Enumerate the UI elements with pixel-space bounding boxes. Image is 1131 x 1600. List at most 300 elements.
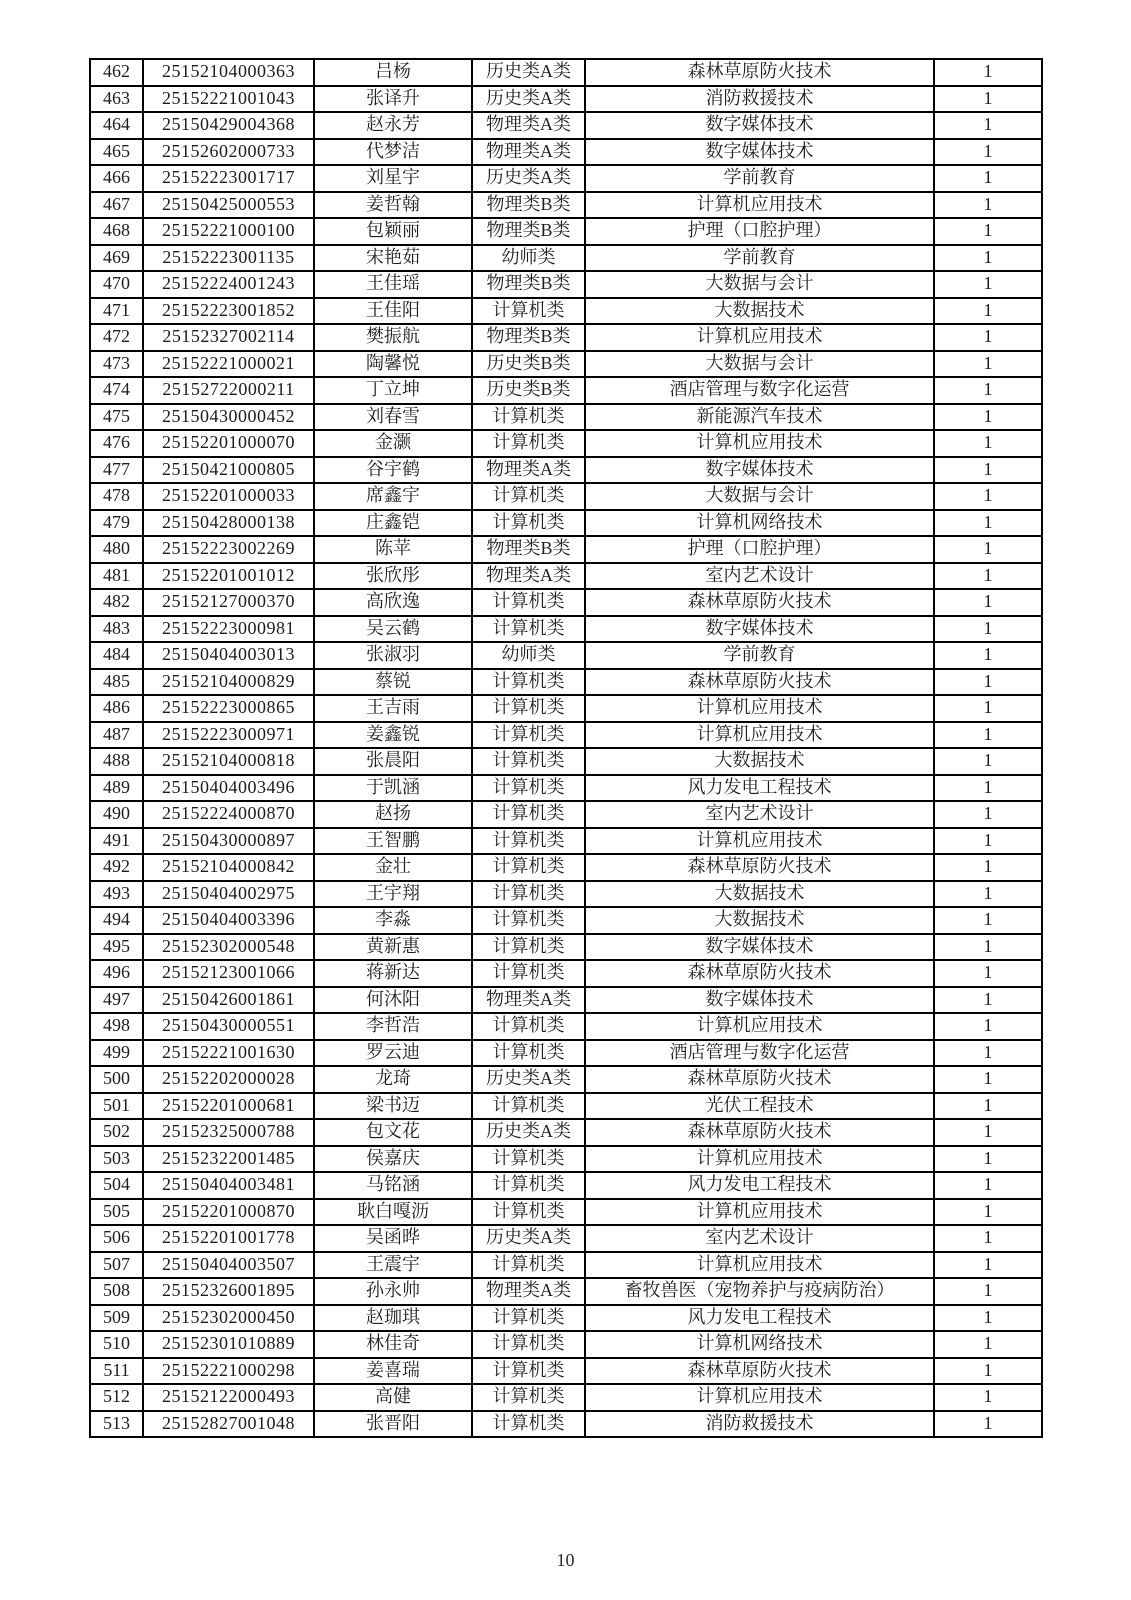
major-cell: 室内艺术设计 <box>585 801 934 828</box>
table-row <box>90 775 1042 802</box>
candidate-id-cell: 25150404002975 <box>143 881 314 908</box>
candidate-id-cell: 25150429004368 <box>143 112 314 139</box>
student-name-cell: 王智鹏 <box>314 828 472 855</box>
row-number-cell: 466 <box>90 165 143 192</box>
category-cell: 物理类A类 <box>472 563 585 590</box>
row-number-cell: 491 <box>90 828 143 855</box>
student-name-cell: 张晋阳 <box>314 1411 472 1438</box>
student-name-cell: 张晨阳 <box>314 748 472 775</box>
candidate-id-cell: 25152223000971 <box>143 722 314 749</box>
major-cell: 光伏工程技术 <box>585 1093 934 1120</box>
table-row <box>90 1013 1042 1040</box>
row-number-cell: 490 <box>90 801 143 828</box>
category-cell: 计算机类 <box>472 404 585 431</box>
category-cell: 计算机类 <box>472 828 585 855</box>
table-row <box>90 960 1042 987</box>
category-cell: 计算机类 <box>472 616 585 643</box>
count-cell: 1 <box>934 1358 1042 1385</box>
row-number-cell: 487 <box>90 722 143 749</box>
student-name-cell: 李淼 <box>314 907 472 934</box>
candidate-id-cell: 25150404003396 <box>143 907 314 934</box>
student-name-cell: 耿白嘎沥 <box>314 1199 472 1226</box>
table-row <box>90 934 1042 961</box>
category-cell: 历史类A类 <box>472 1066 585 1093</box>
student-name-cell: 赵珈琪 <box>314 1305 472 1332</box>
category-cell: 历史类A类 <box>472 1119 585 1146</box>
count-cell: 1 <box>934 722 1042 749</box>
category-cell: 计算机类 <box>472 907 585 934</box>
row-number-cell: 507 <box>90 1252 143 1279</box>
count-cell: 1 <box>934 907 1042 934</box>
student-roster-table-body <box>90 59 1042 1437</box>
table-row <box>90 377 1042 404</box>
count-cell: 1 <box>934 1013 1042 1040</box>
candidate-id-cell: 25152223002269 <box>143 536 314 563</box>
student-name-cell: 黄新惠 <box>314 934 472 961</box>
row-number-cell: 496 <box>90 960 143 987</box>
major-cell: 大数据与会计 <box>585 483 934 510</box>
count-cell: 1 <box>934 457 1042 484</box>
candidate-id-cell: 25150430000452 <box>143 404 314 431</box>
major-cell: 学前教育 <box>585 642 934 669</box>
row-number-cell: 502 <box>90 1119 143 1146</box>
category-cell: 计算机类 <box>472 775 585 802</box>
major-cell: 数字媒体技术 <box>585 457 934 484</box>
candidate-id-cell: 25152201000033 <box>143 483 314 510</box>
count-cell: 1 <box>934 1225 1042 1252</box>
category-cell: 历史类B类 <box>472 377 585 404</box>
count-cell: 1 <box>934 960 1042 987</box>
category-cell: 计算机类 <box>472 1013 585 1040</box>
row-number-cell: 485 <box>90 669 143 696</box>
student-name-cell: 张淑羽 <box>314 642 472 669</box>
major-cell: 森林草原防火技术 <box>585 589 934 616</box>
candidate-id-cell: 25152827001048 <box>143 1411 314 1438</box>
count-cell: 1 <box>934 642 1042 669</box>
candidate-id-cell: 25152201001778 <box>143 1225 314 1252</box>
student-name-cell: 刘春雪 <box>314 404 472 431</box>
table-row <box>90 828 1042 855</box>
row-number-cell: 499 <box>90 1040 143 1067</box>
count-cell: 1 <box>934 1278 1042 1305</box>
count-cell: 1 <box>934 430 1042 457</box>
count-cell: 1 <box>934 377 1042 404</box>
table-row <box>90 695 1042 722</box>
student-name-cell: 孙永帅 <box>314 1278 472 1305</box>
student-name-cell: 龙琦 <box>314 1066 472 1093</box>
count-cell: 1 <box>934 801 1042 828</box>
major-cell: 森林草原防火技术 <box>585 59 934 86</box>
count-cell: 1 <box>934 165 1042 192</box>
table-row <box>90 298 1042 325</box>
candidate-id-cell: 25150430000897 <box>143 828 314 855</box>
candidate-id-cell: 25152302000450 <box>143 1305 314 1332</box>
major-cell: 大数据技术 <box>585 298 934 325</box>
table-row <box>90 351 1042 378</box>
major-cell: 酒店管理与数字化运营 <box>585 1040 934 1067</box>
row-number-cell: 465 <box>90 139 143 166</box>
major-cell: 学前教育 <box>585 165 934 192</box>
category-cell: 历史类B类 <box>472 351 585 378</box>
count-cell: 1 <box>934 218 1042 245</box>
row-number-cell: 513 <box>90 1411 143 1438</box>
student-name-cell: 马铭涵 <box>314 1172 472 1199</box>
student-name-cell: 何沐阳 <box>314 987 472 1014</box>
category-cell: 计算机类 <box>472 1146 585 1173</box>
table-row <box>90 748 1042 775</box>
major-cell: 计算机应用技术 <box>585 828 934 855</box>
category-cell: 计算机类 <box>472 1040 585 1067</box>
count-cell: 1 <box>934 139 1042 166</box>
major-cell: 计算机应用技术 <box>585 1199 934 1226</box>
student-name-cell: 王佳瑶 <box>314 271 472 298</box>
candidate-id-cell: 25152123001066 <box>143 960 314 987</box>
row-number-cell: 476 <box>90 430 143 457</box>
student-name-cell: 李哲浩 <box>314 1013 472 1040</box>
student-name-cell: 丁立坤 <box>314 377 472 404</box>
row-number-cell: 469 <box>90 245 143 272</box>
row-number-cell: 501 <box>90 1093 143 1120</box>
row-number-cell: 512 <box>90 1384 143 1411</box>
table-row <box>90 1172 1042 1199</box>
count-cell: 1 <box>934 1093 1042 1120</box>
candidate-id-cell: 25152221001630 <box>143 1040 314 1067</box>
row-number-cell: 470 <box>90 271 143 298</box>
student-name-cell: 包颖丽 <box>314 218 472 245</box>
student-name-cell: 蒋新达 <box>314 960 472 987</box>
page-number: 10 <box>556 1550 575 1570</box>
candidate-id-cell: 25152201000070 <box>143 430 314 457</box>
row-number-cell: 483 <box>90 616 143 643</box>
count-cell: 1 <box>934 775 1042 802</box>
candidate-id-cell: 25150404003481 <box>143 1172 314 1199</box>
major-cell: 大数据与会计 <box>585 271 934 298</box>
count-cell: 1 <box>934 1040 1042 1067</box>
table-row <box>90 669 1042 696</box>
table-row <box>90 536 1042 563</box>
candidate-id-cell: 25152122000493 <box>143 1384 314 1411</box>
candidate-id-cell: 25150425000553 <box>143 192 314 219</box>
table-row <box>90 165 1042 192</box>
row-number-cell: 481 <box>90 563 143 590</box>
major-cell: 计算机应用技术 <box>585 192 934 219</box>
student-name-cell: 侯嘉庆 <box>314 1146 472 1173</box>
candidate-id-cell: 25152201000681 <box>143 1093 314 1120</box>
row-number-cell: 480 <box>90 536 143 563</box>
table-row <box>90 1358 1042 1385</box>
major-cell: 数字媒体技术 <box>585 934 934 961</box>
category-cell: 幼师类 <box>472 642 585 669</box>
candidate-id-cell: 25150404003496 <box>143 775 314 802</box>
candidate-id-cell: 25152221000298 <box>143 1358 314 1385</box>
major-cell: 畜牧兽医（宠物养护与疫病防治） <box>585 1278 934 1305</box>
candidate-id-cell: 25150428000138 <box>143 510 314 537</box>
count-cell: 1 <box>934 616 1042 643</box>
candidate-id-cell: 25152224000870 <box>143 801 314 828</box>
category-cell: 计算机类 <box>472 298 585 325</box>
table-row <box>90 1093 1042 1120</box>
table-row <box>90 245 1042 272</box>
row-number-cell: 468 <box>90 218 143 245</box>
major-cell: 森林草原防火技术 <box>585 854 934 881</box>
student-name-cell: 吴函晔 <box>314 1225 472 1252</box>
category-cell: 计算机类 <box>472 1199 585 1226</box>
count-cell: 1 <box>934 298 1042 325</box>
row-number-cell: 494 <box>90 907 143 934</box>
count-cell: 1 <box>934 510 1042 537</box>
student-name-cell: 王震宇 <box>314 1252 472 1279</box>
student-name-cell: 林佳奇 <box>314 1331 472 1358</box>
category-cell: 物理类A类 <box>472 457 585 484</box>
row-number-cell: 484 <box>90 642 143 669</box>
row-number-cell: 477 <box>90 457 143 484</box>
table-row <box>90 457 1042 484</box>
student-name-cell: 樊振航 <box>314 324 472 351</box>
category-cell: 物理类B类 <box>472 218 585 245</box>
candidate-id-cell: 25152201001012 <box>143 563 314 590</box>
student-name-cell: 姜哲翰 <box>314 192 472 219</box>
count-cell: 1 <box>934 669 1042 696</box>
count-cell: 1 <box>934 854 1042 881</box>
row-number-cell: 463 <box>90 86 143 113</box>
major-cell: 数字媒体技术 <box>585 139 934 166</box>
count-cell: 1 <box>934 695 1042 722</box>
category-cell: 计算机类 <box>472 801 585 828</box>
major-cell: 大数据技术 <box>585 907 934 934</box>
category-cell: 历史类A类 <box>472 1225 585 1252</box>
candidate-id-cell: 25152127000370 <box>143 589 314 616</box>
table-row <box>90 139 1042 166</box>
major-cell: 计算机应用技术 <box>585 1146 934 1173</box>
table-row <box>90 510 1042 537</box>
candidate-id-cell: 25152722000211 <box>143 377 314 404</box>
category-cell: 计算机类 <box>472 1358 585 1385</box>
category-cell: 历史类A类 <box>472 59 585 86</box>
student-name-cell: 陶馨悦 <box>314 351 472 378</box>
row-number-cell: 498 <box>90 1013 143 1040</box>
row-number-cell: 493 <box>90 881 143 908</box>
category-cell: 物理类B类 <box>472 536 585 563</box>
category-cell: 物理类A类 <box>472 1278 585 1305</box>
row-number-cell: 506 <box>90 1225 143 1252</box>
category-cell: 物理类A类 <box>472 987 585 1014</box>
count-cell: 1 <box>934 881 1042 908</box>
student-name-cell: 张欣彤 <box>314 563 472 590</box>
major-cell: 计算机应用技术 <box>585 324 934 351</box>
major-cell: 数字媒体技术 <box>585 987 934 1014</box>
major-cell: 计算机应用技术 <box>585 722 934 749</box>
category-cell: 计算机类 <box>472 1305 585 1332</box>
category-cell: 计算机类 <box>472 510 585 537</box>
major-cell: 森林草原防火技术 <box>585 1066 934 1093</box>
row-number-cell: 489 <box>90 775 143 802</box>
category-cell: 计算机类 <box>472 854 585 881</box>
table-row <box>90 59 1042 86</box>
student-name-cell: 金灏 <box>314 430 472 457</box>
candidate-id-cell: 25152325000788 <box>143 1119 314 1146</box>
major-cell: 计算机网络技术 <box>585 510 934 537</box>
category-cell: 计算机类 <box>472 934 585 961</box>
candidate-id-cell: 25152104000842 <box>143 854 314 881</box>
student-name-cell: 梁书迈 <box>314 1093 472 1120</box>
row-number-cell: 508 <box>90 1278 143 1305</box>
student-roster-table <box>89 58 1043 1438</box>
major-cell: 护理（口腔护理） <box>585 218 934 245</box>
category-cell: 计算机类 <box>472 748 585 775</box>
count-cell: 1 <box>934 1146 1042 1173</box>
count-cell: 1 <box>934 1119 1042 1146</box>
table-row <box>90 616 1042 643</box>
table-row <box>90 563 1042 590</box>
student-name-cell: 代梦洁 <box>314 139 472 166</box>
table-row <box>90 722 1042 749</box>
major-cell: 消防救援技术 <box>585 1411 934 1438</box>
table-row <box>90 907 1042 934</box>
major-cell: 大数据技术 <box>585 748 934 775</box>
count-cell: 1 <box>934 934 1042 961</box>
candidate-id-cell: 25152221001043 <box>143 86 314 113</box>
table-row <box>90 589 1042 616</box>
major-cell: 计算机应用技术 <box>585 1252 934 1279</box>
count-cell: 1 <box>934 324 1042 351</box>
candidate-id-cell: 25152223000865 <box>143 695 314 722</box>
table-row <box>90 404 1042 431</box>
candidate-id-cell: 25152202000028 <box>143 1066 314 1093</box>
student-name-cell: 包文花 <box>314 1119 472 1146</box>
row-number-cell: 471 <box>90 298 143 325</box>
table-row <box>90 1066 1042 1093</box>
major-cell: 大数据与会计 <box>585 351 934 378</box>
candidate-id-cell: 25152104000363 <box>143 59 314 86</box>
category-cell: 计算机类 <box>472 695 585 722</box>
major-cell: 护理（口腔护理） <box>585 536 934 563</box>
category-cell: 计算机类 <box>472 1172 585 1199</box>
category-cell: 物理类B类 <box>472 324 585 351</box>
count-cell: 1 <box>934 59 1042 86</box>
row-number-cell: 475 <box>90 404 143 431</box>
candidate-id-cell: 25152221000021 <box>143 351 314 378</box>
row-number-cell: 495 <box>90 934 143 961</box>
count-cell: 1 <box>934 536 1042 563</box>
count-cell: 1 <box>934 1172 1042 1199</box>
student-name-cell: 赵扬 <box>314 801 472 828</box>
count-cell: 1 <box>934 589 1042 616</box>
major-cell: 风力发电工程技术 <box>585 1172 934 1199</box>
table-row <box>90 1252 1042 1279</box>
student-name-cell: 宋艳茹 <box>314 245 472 272</box>
student-name-cell: 姜鑫锐 <box>314 722 472 749</box>
row-number-cell: 510 <box>90 1331 143 1358</box>
table-row <box>90 1305 1042 1332</box>
category-cell: 物理类B类 <box>472 192 585 219</box>
candidate-id-cell: 25152221000100 <box>143 218 314 245</box>
count-cell: 1 <box>934 1411 1042 1438</box>
row-number-cell: 479 <box>90 510 143 537</box>
category-cell: 计算机类 <box>472 669 585 696</box>
student-name-cell: 于凯涵 <box>314 775 472 802</box>
candidate-id-cell: 25150421000805 <box>143 457 314 484</box>
candidate-id-cell: 25152301010889 <box>143 1331 314 1358</box>
row-number-cell: 492 <box>90 854 143 881</box>
candidate-id-cell: 25152326001895 <box>143 1278 314 1305</box>
category-cell: 计算机类 <box>472 1331 585 1358</box>
table-row <box>90 1278 1042 1305</box>
candidate-id-cell: 25152223001852 <box>143 298 314 325</box>
table-row <box>90 430 1042 457</box>
count-cell: 1 <box>934 271 1042 298</box>
category-cell: 幼师类 <box>472 245 585 272</box>
major-cell: 大数据技术 <box>585 881 934 908</box>
count-cell: 1 <box>934 192 1042 219</box>
count-cell: 1 <box>934 483 1042 510</box>
table-row <box>90 1199 1042 1226</box>
table-row <box>90 1040 1042 1067</box>
student-name-cell: 王吉雨 <box>314 695 472 722</box>
table-row <box>90 1411 1042 1438</box>
student-name-cell: 吴云鹤 <box>314 616 472 643</box>
student-name-cell: 王佳阳 <box>314 298 472 325</box>
candidate-id-cell: 25152223001717 <box>143 165 314 192</box>
count-cell: 1 <box>934 1305 1042 1332</box>
table-row <box>90 1225 1042 1252</box>
count-cell: 1 <box>934 404 1042 431</box>
row-number-cell: 462 <box>90 59 143 86</box>
table-row <box>90 112 1042 139</box>
table-row <box>90 1331 1042 1358</box>
major-cell: 森林草原防火技术 <box>585 669 934 696</box>
student-name-cell: 张译升 <box>314 86 472 113</box>
count-cell: 1 <box>934 987 1042 1014</box>
row-number-cell: 505 <box>90 1199 143 1226</box>
major-cell: 风力发电工程技术 <box>585 775 934 802</box>
row-number-cell: 503 <box>90 1146 143 1173</box>
count-cell: 1 <box>934 1252 1042 1279</box>
category-cell: 历史类A类 <box>472 86 585 113</box>
table-row <box>90 642 1042 669</box>
student-name-cell: 高欣逸 <box>314 589 472 616</box>
student-name-cell: 庄鑫铠 <box>314 510 472 537</box>
category-cell: 物理类A类 <box>472 139 585 166</box>
count-cell: 1 <box>934 748 1042 775</box>
row-number-cell: 482 <box>90 589 143 616</box>
count-cell: 1 <box>934 351 1042 378</box>
candidate-id-cell: 25152104000818 <box>143 748 314 775</box>
row-number-cell: 467 <box>90 192 143 219</box>
table-row <box>90 324 1042 351</box>
candidate-id-cell: 25152104000829 <box>143 669 314 696</box>
student-name-cell: 蔡锐 <box>314 669 472 696</box>
category-cell: 计算机类 <box>472 722 585 749</box>
row-number-cell: 511 <box>90 1358 143 1385</box>
major-cell: 室内艺术设计 <box>585 1225 934 1252</box>
major-cell: 森林草原防火技术 <box>585 960 934 987</box>
candidate-id-cell: 25152223000981 <box>143 616 314 643</box>
student-name-cell: 王宇翔 <box>314 881 472 908</box>
major-cell: 酒店管理与数字化运营 <box>585 377 934 404</box>
student-name-cell: 高健 <box>314 1384 472 1411</box>
candidate-id-cell: 25152201000870 <box>143 1199 314 1226</box>
major-cell: 学前教育 <box>585 245 934 272</box>
count-cell: 1 <box>934 245 1042 272</box>
major-cell: 室内艺术设计 <box>585 563 934 590</box>
table-row <box>90 271 1042 298</box>
major-cell: 森林草原防火技术 <box>585 1358 934 1385</box>
major-cell: 森林草原防火技术 <box>585 1119 934 1146</box>
category-cell: 计算机类 <box>472 881 585 908</box>
major-cell: 消防救援技术 <box>585 86 934 113</box>
row-number-cell: 473 <box>90 351 143 378</box>
table-row <box>90 192 1042 219</box>
